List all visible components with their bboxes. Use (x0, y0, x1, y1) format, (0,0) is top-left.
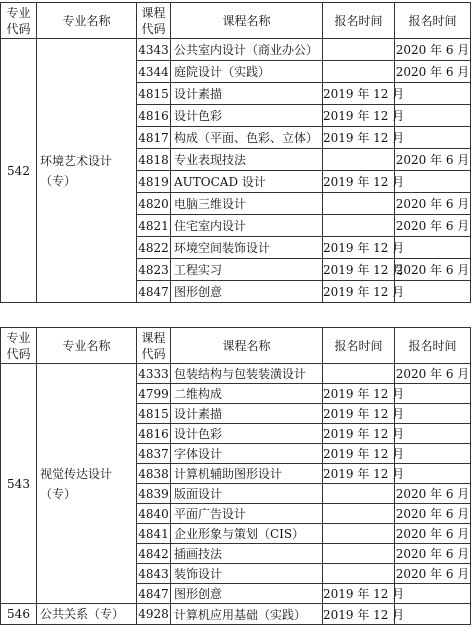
header-row (1, 328, 471, 364)
course-name: 工程实习 (171, 259, 323, 281)
course-code: 4815 (137, 404, 171, 424)
signup-time-2: 2020 年 6 月 (395, 215, 471, 237)
signup-time-1: 2019 年 12 月 (323, 444, 395, 464)
major-name: 环境艺术设计 （专） (37, 39, 137, 303)
course-name: 图形创意 (171, 584, 323, 604)
course-name: 版面设计 (171, 484, 323, 504)
course-code: 4822 (137, 237, 171, 259)
header-row (1, 3, 471, 39)
course-code: 4843 (137, 564, 171, 584)
course-code: 4816 (137, 105, 171, 127)
course-code: 4817 (137, 127, 171, 149)
signup-time-2 (395, 444, 471, 464)
major-name: 视觉传达设计 （专） (37, 364, 137, 604)
course-code: 4839 (137, 484, 171, 504)
course-name: 装饰设计 (171, 564, 323, 584)
course-code: 4838 (137, 464, 171, 484)
course-code: 4819 (137, 171, 171, 193)
signup-time-1 (323, 564, 395, 584)
course-code: 4820 (137, 193, 171, 215)
signup-time-1 (323, 504, 395, 524)
course-code: 4842 (137, 544, 171, 564)
signup-time-2 (395, 127, 471, 149)
signup-time-1: 2019 年 12 月 (323, 604, 395, 625)
signup-time-2 (395, 237, 471, 259)
course-name: 设计素描 (171, 83, 323, 105)
course-code: 4816 (137, 424, 171, 444)
signup-time-2: 2020 年 6 月 (395, 484, 471, 504)
exam-schedule-table-2 (0, 327, 471, 625)
table-row (1, 39, 471, 61)
signup-time-1: 2019 年 12 月 (323, 424, 395, 444)
course-name: 企业形象与策划（CIS） (171, 524, 323, 544)
course-name: 包装结构与包装装潢设计 (171, 364, 323, 384)
course-code: 4837 (137, 444, 171, 464)
signup-time-2: 2020 年 6 月 (395, 564, 471, 584)
signup-time-2 (395, 384, 471, 404)
header-course-name: 课程名称 (171, 3, 323, 39)
signup-time-2: 2020 年 6 月 (395, 259, 471, 281)
signup-time-2 (395, 83, 471, 105)
course-code: 4333 (137, 364, 171, 384)
course-code: 4823 (137, 259, 171, 281)
course-code: 4343 (137, 39, 171, 61)
signup-time-1: 2019 年 12 月 (323, 83, 395, 105)
course-code: 4344 (137, 61, 171, 83)
exam-schedule-table-1 (0, 2, 471, 303)
course-name: 平面广告设计 (171, 504, 323, 524)
signup-time-2: 2020 年 6 月 (395, 39, 471, 61)
signup-time-1: 2019 年 12 月 (323, 281, 395, 303)
header-course-code: 课程 代码 (137, 3, 171, 39)
signup-time-2: 2020 年 6 月 (395, 504, 471, 524)
table-row (1, 604, 471, 625)
course-code: 4799 (137, 384, 171, 404)
header-signup-time-1: 报名时间 (323, 3, 395, 39)
course-code: 4841 (137, 524, 171, 544)
signup-time-2 (395, 105, 471, 127)
course-code: 4840 (137, 504, 171, 524)
course-name: 二维构成 (171, 384, 323, 404)
major-code: 543 (1, 364, 37, 604)
course-name: 插画技法 (171, 544, 323, 564)
table-row (1, 364, 471, 384)
signup-time-1: 2019 年 12 月 (323, 584, 395, 604)
course-code: 4821 (137, 215, 171, 237)
course-name: 庭院设计（实践） (171, 61, 323, 83)
signup-time-1 (323, 149, 395, 171)
signup-time-1 (323, 364, 395, 384)
signup-time-1 (323, 39, 395, 61)
signup-time-1 (323, 215, 395, 237)
header-major-name: 专业名称 (37, 3, 137, 39)
signup-time-1: 2019 年 12 月 (323, 237, 395, 259)
course-name: 计算机应用基础（实践） (171, 604, 323, 625)
signup-time-1: 2019 年 12 月 (323, 105, 395, 127)
course-name: 环境空间装饰设计 (171, 237, 323, 259)
major-code: 542 (1, 39, 37, 303)
signup-time-1: 2019 年 12 月 (323, 404, 395, 424)
signup-time-2: 2020 年 6 月 (395, 544, 471, 564)
signup-time-1: 2019 年 12 月 (323, 384, 395, 404)
course-name: 计算机辅助图形设计 (171, 464, 323, 484)
course-name: 图形创意 (171, 281, 323, 303)
signup-time-2 (395, 424, 471, 444)
course-name: 设计色彩 (171, 105, 323, 127)
course-name: 字体设计 (171, 444, 323, 464)
signup-time-2: 2020 年 6 月 (395, 524, 471, 544)
signup-time-1: 2019 年 12 月 (323, 171, 395, 193)
signup-time-1 (323, 484, 395, 504)
course-code: 4847 (137, 281, 171, 303)
header-course-name: 课程名称 (171, 328, 323, 364)
signup-time-1 (323, 524, 395, 544)
signup-time-2 (395, 281, 471, 303)
course-code: 4928 (137, 604, 171, 625)
header-signup-time-1: 报名时间 (323, 328, 395, 364)
header-major-code: 专业 代码 (1, 3, 37, 39)
signup-time-2: 2020 年 6 月 (395, 149, 471, 171)
signup-time-2: 2020 年 6 月 (395, 193, 471, 215)
signup-time-2 (395, 464, 471, 484)
header-signup-time-2: 报名时间 (395, 3, 471, 39)
signup-time-2 (395, 404, 471, 424)
signup-time-1 (323, 193, 395, 215)
course-code: 4815 (137, 83, 171, 105)
header-major-name: 专业名称 (37, 328, 137, 364)
major-code: 546 (1, 604, 37, 625)
course-name: 设计色彩 (171, 424, 323, 444)
course-name: 电脑三维设计 (171, 193, 323, 215)
signup-time-1 (323, 544, 395, 564)
signup-time-1 (323, 61, 395, 83)
course-name: 公共室内设计（商业办公） (171, 39, 323, 61)
header-course-code: 课程 代码 (137, 328, 171, 364)
signup-time-2 (395, 604, 471, 625)
course-name: 住宅室内设计 (171, 215, 323, 237)
header-signup-time-2: 报名时间 (395, 328, 471, 364)
course-name: 设计素描 (171, 404, 323, 424)
signup-time-1: 2019 年 12 月 (323, 127, 395, 149)
signup-time-1: 2019 年 12 月 (323, 259, 395, 281)
major-name: 公共关系（专） (37, 604, 137, 625)
course-name: AUTOCAD 设计 (171, 171, 323, 193)
course-name: 构成（平面、色彩、立体） (171, 127, 323, 149)
course-code: 4847 (137, 584, 171, 604)
signup-time-2: 2020 年 6 月 (395, 61, 471, 83)
signup-time-2 (395, 171, 471, 193)
header-major-code: 专业 代码 (1, 328, 37, 364)
course-name: 专业表现技法 (171, 149, 323, 171)
signup-time-2: 2020 年 6 月 (395, 364, 471, 384)
course-code: 4818 (137, 149, 171, 171)
signup-time-1: 2019 年 12 月 (323, 464, 395, 484)
signup-time-2 (395, 584, 471, 604)
